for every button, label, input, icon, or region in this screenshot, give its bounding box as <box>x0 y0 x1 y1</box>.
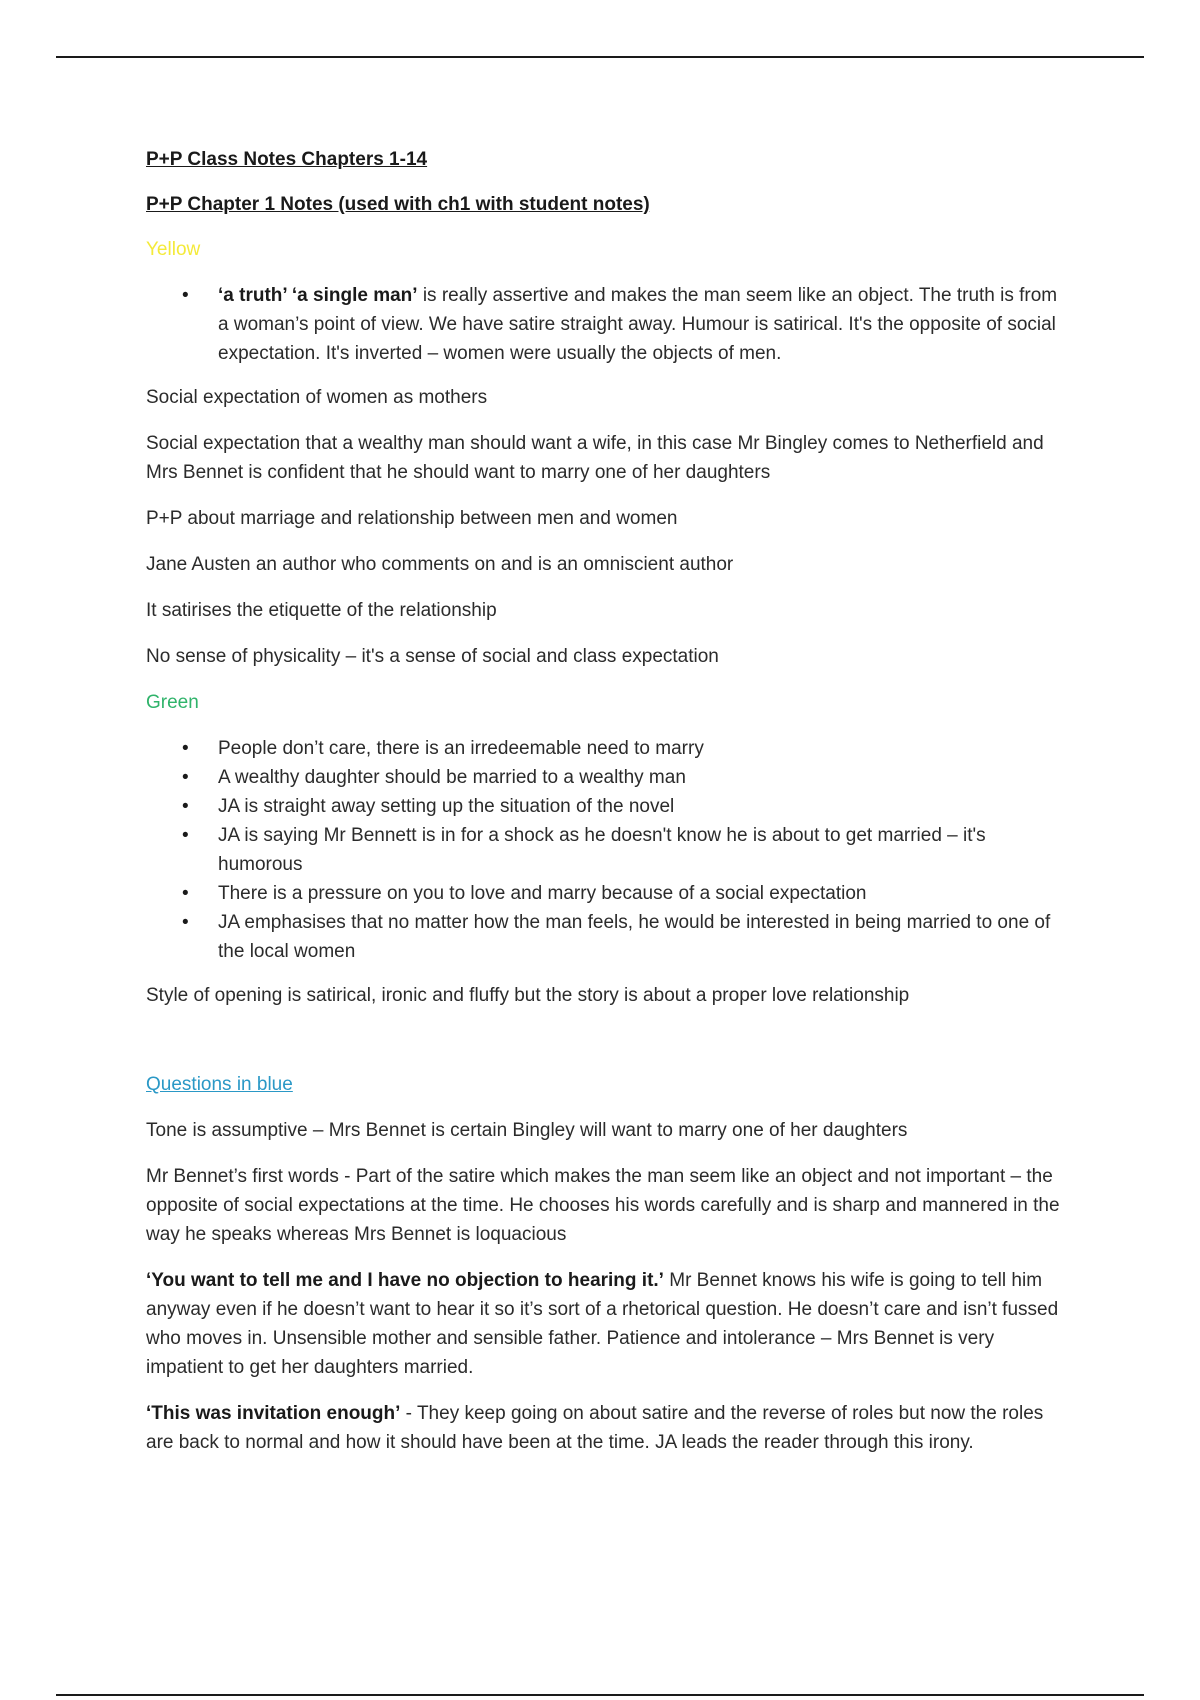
bold-quote: ‘You want to tell me and I have no objection to hearing it.’ <box>146 1270 664 1291</box>
list-item: • JA is straight away setting up the situation of the novel <box>218 792 1066 821</box>
list-item: • There is a pressure on you to love and marry because of a social expectation <box>218 879 1066 908</box>
top-rule <box>56 56 1144 58</box>
paragraph: Jane Austen an author who comments on and is an omniscient author <box>146 554 734 575</box>
document-title: P+P Class Notes Chapters 1-14 <box>146 149 428 170</box>
list-item: • People don’t care, there is an irredeemable need to marry <box>218 734 1066 763</box>
yellow-label: Yellow <box>146 239 201 260</box>
list-item: • A wealthy daughter should be married to a wealthy man <box>218 763 1066 792</box>
document-body <box>146 145 1066 1474</box>
quote-text: Mr Bennet knows his wife is going to tell him anyway even if he doesn’t want to hear it so it’s sort of a rhetorical question. He doesn’t care and isn’t fussed who moves in. Unsensible mother and sensible father. Patience and intolerance – Mrs Bennet is very impatient to get her daughters married. <box>146 1270 1059 1378</box>
paragraph: Social expectation that a wealthy man should want a wife, in this case Mr Bingley comes to Netherfield and Mrs Bennet is confident that he should want to marry one of her daughters <box>146 433 1044 483</box>
bullet-text: is really assertive and makes the man seem like an object. The truth is from a woman’s point of view. We have satire straight away. Humour is satirical. It's the opposite of social expectation. It's inverted – women were usually the objects of men. <box>218 285 1058 364</box>
bottom-rule <box>56 1694 1144 1696</box>
tone-paragraph: Tone is assumptive – Mrs Bennet is certain Bingley will want to marry one of her daughters <box>146 1120 908 1141</box>
quote-paragraph-2 <box>146 1399 1066 1457</box>
paragraph: It satirises the etiquette of the relationship <box>146 600 497 621</box>
green-label: Green <box>146 692 199 713</box>
paragraph: No sense of physicality – it's a sense of social and class expectation <box>146 646 719 667</box>
quote-text: - They keep going on about satire and the reverse of roles but now the roles are back to normal and how it should have been at the time. JA leads the reader through this irony. <box>146 1403 1044 1453</box>
quote-paragraph-1 <box>146 1266 1066 1382</box>
paragraph: P+P about marriage and relationship between men and women <box>146 508 678 529</box>
bold-quote: ‘This was invitation enough’ <box>146 1403 401 1424</box>
green-bullet-list <box>146 734 1066 966</box>
paragraph: Social expectation of women as mothers <box>146 387 488 408</box>
blue-label: Questions in blue <box>146 1074 293 1095</box>
bold-quote: ‘a truth’ ‘a single man’ <box>218 285 418 306</box>
yellow-bullet-list <box>146 281 1066 368</box>
list-item: • JA is saying Mr Bennett is in for a shock as he doesn't know he is about to get married – it's humorous <box>218 821 1066 879</box>
list-item: • JA emphasises that no matter how the man feels, he would be interested in being married to one of the local women <box>218 908 1066 966</box>
chapter-heading: P+P Chapter 1 Notes (used with ch1 with student notes) <box>146 194 650 215</box>
list-item <box>218 281 1066 368</box>
style-paragraph: Style of opening is satirical, ironic and fluffy but the story is about a proper love relationship <box>146 985 910 1006</box>
first-words-paragraph: Mr Bennet’s first words - Part of the satire which makes the man seem like an object and not important – the opposite of social expectations at the time. He chooses his words carefully and is sharp and mannered in the way he speaks whereas Mrs Bennet is loquacious <box>146 1166 1060 1245</box>
